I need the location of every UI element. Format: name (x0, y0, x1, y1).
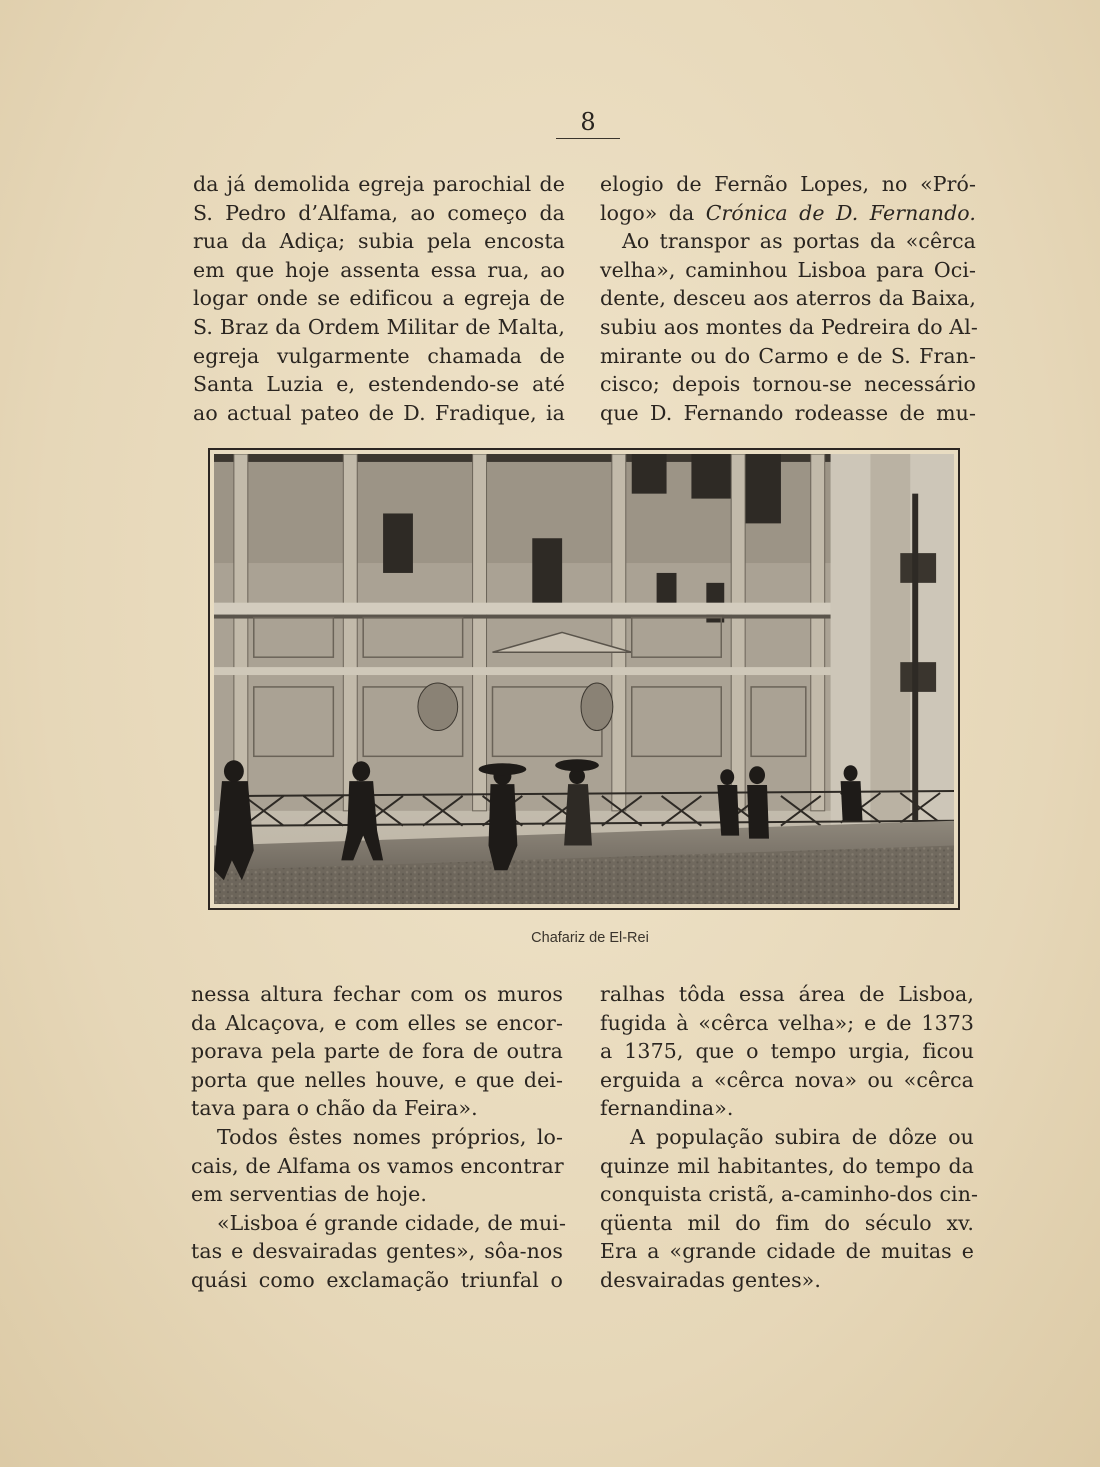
text-line: ao actual pateo de D. Fradique, ia (193, 400, 565, 425)
text-line: da Alcaçova, e com elles se encor- (191, 1010, 563, 1035)
text-line: mirante ou do Carmo e de S. Fran- (600, 343, 976, 368)
text-line: erguida a «cêrca nova» ou «cêrca (600, 1067, 974, 1092)
text-line: dente, desceu aos aterros da Baixa, (600, 286, 976, 311)
text-line: Santa Luzia e, estendendo-se até (193, 372, 565, 397)
text-line: «Lisboa é grande cidade, de mui- (217, 1210, 566, 1235)
page-number: 8 (556, 108, 620, 139)
text-column-bottom-right (600, 980, 979, 1295)
text-line: cais, de Alfama os vamos encontrar (191, 1153, 564, 1178)
text-line: que D. Fernando rodeasse de mu- (600, 400, 976, 425)
text-line: logar onde se edificou a egreja de (193, 286, 565, 311)
text-column-top-right (600, 170, 976, 427)
chafariz-photo (214, 454, 954, 904)
text-line: quási como exclamação triunfal o (191, 1267, 563, 1292)
text-line: A população subira de dôze ou (630, 1124, 974, 1149)
text-line: em serventias de hoje. (191, 1182, 428, 1207)
text-line: subiu aos montes da Pedreira do Al- (600, 314, 978, 339)
text-line: desvairadas gentes». (600, 1267, 821, 1292)
text-line: velha», caminhou Lisboa para Oci- (600, 257, 976, 282)
text-line: rua da Adiça; subia pela encosta (193, 229, 565, 254)
text-column-top-left (193, 170, 565, 427)
text-line: Era a «grande cidade de muitas e (600, 1239, 974, 1264)
text-line: em que hoje assenta essa rua, ao (193, 257, 565, 282)
text-line: da já demolida egreja parochial de (193, 172, 565, 196)
text-line: Ao transpor as portas da «cêrca (622, 229, 976, 254)
photo-frame (208, 448, 960, 910)
text-line: fernandina». (600, 1096, 734, 1121)
text-fragment: logo» da (600, 200, 706, 225)
text-line: egreja vulgarmente chamada de (193, 343, 565, 368)
text-column-bottom-left (191, 980, 566, 1295)
text-line: nessa altura fechar com os muros (191, 982, 563, 1006)
text-line: porava pela parte de fora de outra (191, 1039, 563, 1064)
text-line: conquista cristã, a-caminho-dos cin- (600, 1182, 979, 1207)
text-line: fugida à «cêrca velha»; e de 1373 (600, 1010, 974, 1035)
figure-caption: Chafariz de El-Rei (531, 930, 649, 946)
text-line: S. Pedro d’Alfama, ao começo da (193, 200, 565, 225)
text-line: elogio de Fernão Lopes, no «Pró- (600, 172, 976, 196)
text-line (600, 199, 976, 228)
text-line: ralhas tôda essa área de Lisboa, (600, 982, 974, 1006)
text-line: quinze mil habitantes, do tempo da (600, 1153, 974, 1178)
book-title-italic: Crónica de D. Fernando. (705, 200, 976, 225)
text-line: tas e desvairadas gentes», sôa-nos (191, 1239, 563, 1264)
text-line: Todos êstes nomes próprios, lo- (217, 1124, 563, 1149)
text-line: cisco; depois tornou-se necessário (600, 372, 976, 397)
text-line: tava para o chão da Feira». (191, 1096, 478, 1121)
text-line: S. Braz da Ordem Militar de Malta, (193, 314, 565, 339)
text-line: porta que nelles houve, e que dei- (191, 1067, 563, 1092)
text-line: qüenta mil do fim do século xv. (600, 1210, 974, 1235)
text-line: a 1375, que o tempo urgia, ficou (600, 1039, 974, 1064)
